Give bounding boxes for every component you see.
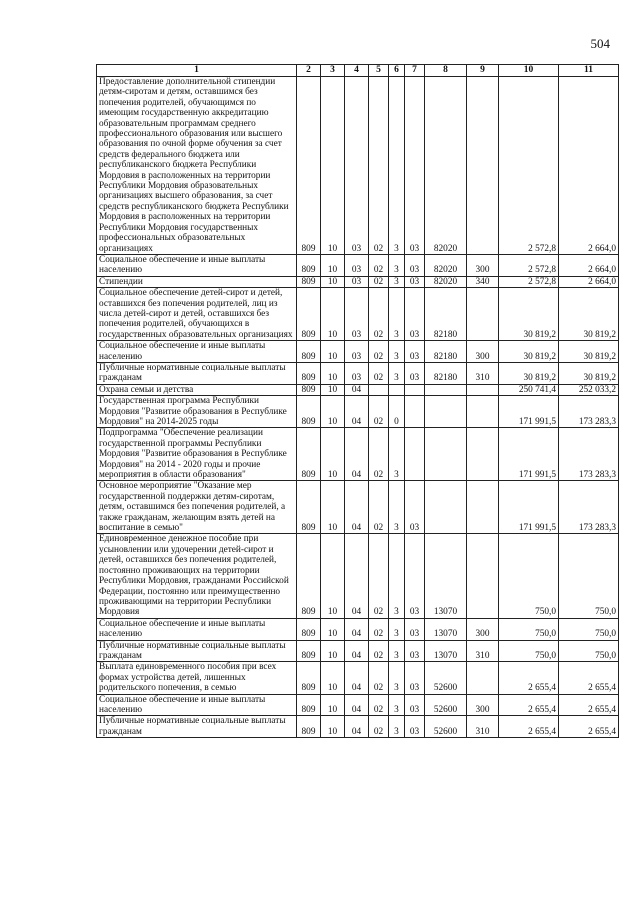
col-event: 03: [405, 694, 425, 716]
row-description: Публичные нормативные социальные выплаты гражданам: [97, 716, 297, 738]
header-cell: 3: [321, 65, 345, 77]
header-cell: 10: [499, 65, 559, 77]
col-subprogram: 3: [389, 362, 405, 384]
col-amount-2024: 30 819,2: [499, 362, 559, 384]
col-direction: [425, 428, 467, 481]
col-expense-type: 300: [467, 254, 499, 276]
table-row: [97, 716, 619, 738]
col-subprogram: 3: [389, 428, 405, 481]
row-description: Единовременное денежное пособие при усыновлении или удочерении детей-сирот и детей, оставшихся без попечения родителей, постоянно проживающих на территории Республики Мордовия, гражданами Российской Федерации, постоянно или преимущественно проживающими на территории Республики Мордовия: [97, 534, 297, 618]
col-subsection: 03: [345, 288, 369, 341]
table-row: [97, 428, 619, 481]
col-direction: 52600: [425, 716, 467, 738]
col-section: 10: [321, 694, 345, 716]
header-row: [97, 65, 619, 77]
col-amount-2025: 173 283,3: [559, 428, 619, 481]
table-row: [97, 254, 619, 276]
col-ministry: 809: [297, 384, 321, 395]
col-amount-2024: 171 991,5: [499, 396, 559, 428]
col-ministry: 809: [297, 640, 321, 662]
col-ministry: 809: [297, 362, 321, 384]
col-ministry: 809: [297, 341, 321, 363]
col-event: [405, 396, 425, 428]
col-event: 03: [405, 341, 425, 363]
col-amount-2024: 2 572,8: [499, 254, 559, 276]
col-subprogram: 3: [389, 640, 405, 662]
col-section: 10: [321, 481, 345, 534]
col-subsection: 04: [345, 640, 369, 662]
row-description: Подпрограмма "Обеспечение реализации государственной программы Республики Мордовия "Развитие образования в Республике Мордовия" на 2014 - 2020 годы и прочие мероприятия в области образования": [97, 428, 297, 481]
col-direction: 13070: [425, 534, 467, 618]
col-section: 10: [321, 396, 345, 428]
col-expense-type: [467, 396, 499, 428]
col-subsection: 03: [345, 254, 369, 276]
col-program: 02: [369, 288, 389, 341]
col-amount-2024: 30 819,2: [499, 288, 559, 341]
col-ministry: 809: [297, 694, 321, 716]
col-section: 10: [321, 254, 345, 276]
row-description: Публичные нормативные социальные выплаты гражданам: [97, 640, 297, 662]
col-amount-2024: 2 655,4: [499, 662, 559, 694]
table-row: [97, 396, 619, 428]
col-event: 03: [405, 276, 425, 287]
header-cell: 2: [297, 65, 321, 77]
col-event: 03: [405, 640, 425, 662]
col-expense-type: [467, 481, 499, 534]
col-amount-2025: 173 283,3: [559, 481, 619, 534]
col-section: 10: [321, 362, 345, 384]
col-direction: 82180: [425, 362, 467, 384]
col-direction: 82020: [425, 254, 467, 276]
col-section: 10: [321, 716, 345, 738]
col-expense-type: 300: [467, 694, 499, 716]
col-program: 02: [369, 481, 389, 534]
col-event: 03: [405, 77, 425, 255]
col-amount-2025: 2 664,0: [559, 254, 619, 276]
row-description: Социальное обеспечение и иные выплаты населению: [97, 618, 297, 640]
col-ministry: 809: [297, 662, 321, 694]
col-section: 10: [321, 618, 345, 640]
col-amount-2024: 750,0: [499, 534, 559, 618]
col-ministry: 809: [297, 481, 321, 534]
col-amount-2024: 750,0: [499, 640, 559, 662]
col-program: 02: [369, 254, 389, 276]
col-subsection: 04: [345, 428, 369, 481]
col-subprogram: 3: [389, 77, 405, 255]
col-section: 10: [321, 341, 345, 363]
col-subsection: 03: [345, 341, 369, 363]
col-section: 10: [321, 288, 345, 341]
col-subprogram: 3: [389, 534, 405, 618]
col-ministry: 809: [297, 618, 321, 640]
col-amount-2025: 2 655,4: [559, 716, 619, 738]
col-direction: 82020: [425, 77, 467, 255]
col-subprogram: 3: [389, 254, 405, 276]
col-expense-type: 310: [467, 640, 499, 662]
col-ministry: 809: [297, 428, 321, 481]
col-direction: 52600: [425, 694, 467, 716]
col-program: [369, 384, 389, 395]
col-amount-2025: 252 033,2: [559, 384, 619, 395]
header-cell: 9: [467, 65, 499, 77]
table-row: [97, 341, 619, 363]
col-section: 10: [321, 662, 345, 694]
col-subsection: 04: [345, 534, 369, 618]
col-program: 02: [369, 716, 389, 738]
col-subprogram: 3: [389, 481, 405, 534]
table-row: [97, 694, 619, 716]
col-subprogram: 3: [389, 694, 405, 716]
header-cell: 6: [389, 65, 405, 77]
col-amount-2025: 30 819,2: [559, 288, 619, 341]
col-section: 10: [321, 428, 345, 481]
col-section: 10: [321, 384, 345, 395]
col-ministry: 809: [297, 288, 321, 341]
col-event: 03: [405, 716, 425, 738]
col-program: 02: [369, 640, 389, 662]
row-description: Социальное обеспечение детей-сирот и детей, оставшихся без попечения родителей, лиц из числа детей-сирот и детей, оставшихся без попечения родителей, обучающихся в государственных образовательных организациях: [97, 288, 297, 341]
row-description: Охрана семьи и детства: [97, 384, 297, 395]
col-direction: [425, 396, 467, 428]
header-cell: 5: [369, 65, 389, 77]
col-amount-2024: 171 991,5: [499, 428, 559, 481]
col-expense-type: 300: [467, 618, 499, 640]
col-direction: 52600: [425, 662, 467, 694]
col-amount-2025: 2 655,4: [559, 694, 619, 716]
row-description: Социальное обеспечение и иные выплаты населению: [97, 341, 297, 363]
table-row: [97, 481, 619, 534]
col-amount-2024: 2 655,4: [499, 716, 559, 738]
col-direction: 13070: [425, 618, 467, 640]
col-expense-type: [467, 534, 499, 618]
col-subprogram: 3: [389, 341, 405, 363]
col-section: 10: [321, 77, 345, 255]
col-amount-2024: 2 572,8: [499, 77, 559, 255]
col-direction: [425, 384, 467, 395]
table-row: [97, 362, 619, 384]
col-amount-2025: 750,0: [559, 640, 619, 662]
col-subprogram: [389, 384, 405, 395]
col-event: 03: [405, 534, 425, 618]
col-section: 10: [321, 640, 345, 662]
col-amount-2024: 30 819,2: [499, 341, 559, 363]
col-amount-2025: 750,0: [559, 618, 619, 640]
col-program: 02: [369, 276, 389, 287]
col-direction: 82180: [425, 288, 467, 341]
col-subsection: 04: [345, 662, 369, 694]
col-program: 02: [369, 618, 389, 640]
col-amount-2024: 750,0: [499, 618, 559, 640]
table-row: [97, 288, 619, 341]
row-description: Социальное обеспечение и иные выплаты населению: [97, 254, 297, 276]
col-program: 02: [369, 77, 389, 255]
col-amount-2025: 30 819,2: [559, 341, 619, 363]
col-direction: 82020: [425, 276, 467, 287]
col-expense-type: [467, 288, 499, 341]
col-expense-type: 340: [467, 276, 499, 287]
col-event: 03: [405, 618, 425, 640]
row-description: Предоставление дополнительной стипендии детям-сиротам и детям, оставшимся без попечения родителей, обучающимся по имеющим государственную аккредитацию образовательным программам среднего профессионального образования или высшего образования по очной форме обучения за счет средств федерального бюджета или республиканского бюджета Республики Мордовия в расположенных на территории Республики Мордовия образовательных организациях высшего образования, за счет средств республиканского бюджета Республики Мордовия в расположенных на территории Республики Мордовия государственных профессиональных образовательных организациях: [97, 77, 297, 255]
col-direction: [425, 481, 467, 534]
table-row: [97, 77, 619, 255]
col-event: 03: [405, 481, 425, 534]
col-amount-2025: 2 664,0: [559, 276, 619, 287]
col-ministry: 809: [297, 716, 321, 738]
header-cell: 4: [345, 65, 369, 77]
row-description: Выплата единовременного пособия при всех формах устройства детей, лишенных родительского попечения, в семью: [97, 662, 297, 694]
row-description: Основное мероприятие "Оказание мер государственной поддержки детям-сиротам, детям, оставшимся без попечения родителей, а также гражданам, желающим взять детей на воспитание в семью": [97, 481, 297, 534]
col-program: 02: [369, 396, 389, 428]
col-program: 02: [369, 428, 389, 481]
col-expense-type: [467, 77, 499, 255]
col-expense-type: [467, 428, 499, 481]
row-description: Стипендии: [97, 276, 297, 287]
col-amount-2025: 750,0: [559, 534, 619, 618]
col-subsection: 04: [345, 618, 369, 640]
row-description: Публичные нормативные социальные выплаты гражданам: [97, 362, 297, 384]
col-subprogram: 0: [389, 396, 405, 428]
col-section: 10: [321, 534, 345, 618]
col-amount-2024: 171 991,5: [499, 481, 559, 534]
col-amount-2024: 250 741,4: [499, 384, 559, 395]
col-expense-type: 310: [467, 362, 499, 384]
col-expense-type: [467, 384, 499, 395]
col-subsection: 04: [345, 396, 369, 428]
col-amount-2025: 2 664,0: [559, 77, 619, 255]
table-row: [97, 276, 619, 287]
col-amount-2025: 173 283,3: [559, 396, 619, 428]
col-event: 03: [405, 254, 425, 276]
col-ministry: 809: [297, 77, 321, 255]
table-row: [97, 534, 619, 618]
col-program: 02: [369, 534, 389, 618]
col-direction: 13070: [425, 640, 467, 662]
col-section: 10: [321, 276, 345, 287]
header-cell: 8: [425, 65, 467, 77]
col-direction: 82180: [425, 341, 467, 363]
col-event: 03: [405, 662, 425, 694]
col-amount-2025: 2 655,4: [559, 662, 619, 694]
col-expense-type: [467, 662, 499, 694]
col-event: 03: [405, 362, 425, 384]
col-subsection: 04: [345, 481, 369, 534]
row-description: Государственная программа Республики Мордовия "Развитие образования в Республике Мордовия" на 2014-2025 годы: [97, 396, 297, 428]
table-row: [97, 384, 619, 395]
col-amount-2024: 2 572,8: [499, 276, 559, 287]
col-expense-type: 310: [467, 716, 499, 738]
header-cell: 1: [97, 65, 297, 77]
col-event: [405, 384, 425, 395]
col-subprogram: 3: [389, 662, 405, 694]
col-ministry: 809: [297, 534, 321, 618]
col-subsection: 03: [345, 276, 369, 287]
col-subsection: 03: [345, 77, 369, 255]
col-program: 02: [369, 694, 389, 716]
col-event: 03: [405, 288, 425, 341]
col-program: 02: [369, 662, 389, 694]
col-subprogram: 3: [389, 276, 405, 287]
col-subprogram: 3: [389, 618, 405, 640]
col-subsection: 04: [345, 384, 369, 395]
table-row: [97, 662, 619, 694]
table-row: [97, 640, 619, 662]
col-subprogram: 3: [389, 288, 405, 341]
page-number: 504: [590, 36, 610, 51]
budget-table: [96, 64, 619, 738]
col-subsection: 04: [345, 694, 369, 716]
col-event: [405, 428, 425, 481]
header-cell: 7: [405, 65, 425, 77]
col-expense-type: 300: [467, 341, 499, 363]
col-ministry: 809: [297, 254, 321, 276]
col-subprogram: 3: [389, 716, 405, 738]
col-subsection: 04: [345, 716, 369, 738]
col-subsection: 03: [345, 362, 369, 384]
row-description: Социальное обеспечение и иные выплаты населению: [97, 694, 297, 716]
col-amount-2024: 2 655,4: [499, 694, 559, 716]
col-program: 02: [369, 362, 389, 384]
table-row: [97, 618, 619, 640]
col-ministry: 809: [297, 396, 321, 428]
col-program: 02: [369, 341, 389, 363]
col-amount-2025: 30 819,2: [559, 362, 619, 384]
col-ministry: 809: [297, 276, 321, 287]
header-cell: 11: [559, 65, 619, 77]
